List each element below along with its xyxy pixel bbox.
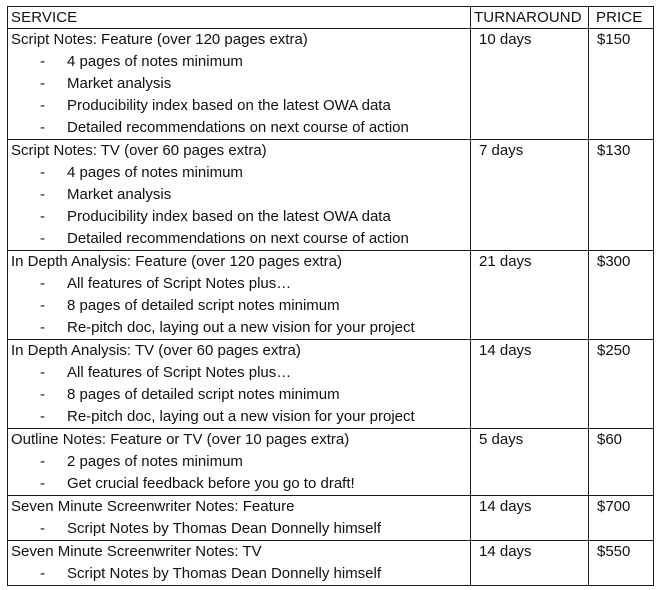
turnaround-cell: 7 days (471, 140, 589, 251)
table-body (8, 29, 654, 586)
table-header-row (8, 7, 654, 29)
services-pricing-table (7, 6, 654, 586)
service-cell (8, 340, 471, 429)
feature-list (11, 273, 470, 339)
feature-list (11, 51, 470, 139)
feature-item: - Detailed recommendations on next course of action (11, 228, 470, 250)
service-title: Script Notes: Feature (over 120 pages extra) (11, 31, 308, 48)
feature-item: - Re-pitch doc, laying out a new vision for your project (11, 406, 470, 428)
feature-item: - Script Notes by Thomas Dean Donnelly himself (11, 563, 470, 585)
table-row (8, 541, 654, 586)
feature-item: - 8 pages of detailed script notes minimum (11, 384, 470, 406)
turnaround-cell: 14 days (471, 496, 589, 541)
service-title: Outline Notes: Feature or TV (over 10 pages extra) (11, 431, 350, 448)
price-column-header: PRICE (589, 7, 654, 29)
price-cell: $300 (589, 251, 654, 340)
feature-list (11, 162, 470, 250)
feature-item: - Re-pitch doc, laying out a new vision for your project (11, 317, 470, 339)
feature-item: - Producibility index based on the latest OWA data (11, 95, 470, 117)
table-row (8, 251, 654, 340)
price-cell: $550 (589, 541, 654, 586)
service-cell (8, 496, 471, 541)
feature-item: - 2 pages of notes minimum (11, 451, 470, 473)
service-cell (8, 541, 471, 586)
service-title: Seven Minute Screenwriter Notes: TV (11, 543, 262, 560)
service-title: Script Notes: TV (over 60 pages extra) (11, 142, 267, 159)
feature-list (11, 518, 470, 540)
service-title: In Depth Analysis: TV (over 60 pages extra) (11, 342, 301, 359)
feature-item: - Market analysis (11, 73, 470, 95)
service-title: In Depth Analysis: Feature (over 120 pages extra) (11, 253, 343, 270)
feature-item: - All features of Script Notes plus… (11, 362, 470, 384)
service-cell (8, 140, 471, 251)
feature-list (11, 451, 470, 495)
table-row (8, 429, 654, 496)
turnaround-cell: 14 days (471, 340, 589, 429)
table-row (8, 29, 654, 140)
feature-item: - Detailed recommendations on next course of action (11, 117, 470, 139)
price-cell: $250 (589, 340, 654, 429)
feature-item: - All features of Script Notes plus… (11, 273, 470, 295)
service-title: Seven Minute Screenwriter Notes: Feature (11, 498, 295, 515)
feature-list (11, 563, 470, 585)
table-row (8, 496, 654, 541)
price-cell: $700 (589, 496, 654, 541)
turnaround-column-header: TURNAROUND (471, 7, 589, 29)
turnaround-cell: 21 days (471, 251, 589, 340)
service-cell (8, 429, 471, 496)
feature-list (11, 362, 470, 428)
price-cell: $60 (589, 429, 654, 496)
service-cell (8, 251, 471, 340)
feature-item: - Market analysis (11, 184, 470, 206)
table-row (8, 140, 654, 251)
table-row (8, 340, 654, 429)
feature-item: - 8 pages of detailed script notes minimum (11, 295, 470, 317)
price-cell: $150 (589, 29, 654, 140)
turnaround-cell: 5 days (471, 429, 589, 496)
service-cell (8, 29, 471, 140)
price-cell: $130 (589, 140, 654, 251)
feature-item: - Get crucial feedback before you go to draft! (11, 473, 470, 495)
turnaround-cell: 14 days (471, 541, 589, 586)
turnaround-cell: 10 days (471, 29, 589, 140)
service-column-header: SERVICE (8, 7, 471, 29)
feature-item: - 4 pages of notes minimum (11, 162, 470, 184)
feature-item: - Script Notes by Thomas Dean Donnelly himself (11, 518, 470, 540)
feature-item: - Producibility index based on the latest OWA data (11, 206, 470, 228)
feature-item: - 4 pages of notes minimum (11, 51, 470, 73)
